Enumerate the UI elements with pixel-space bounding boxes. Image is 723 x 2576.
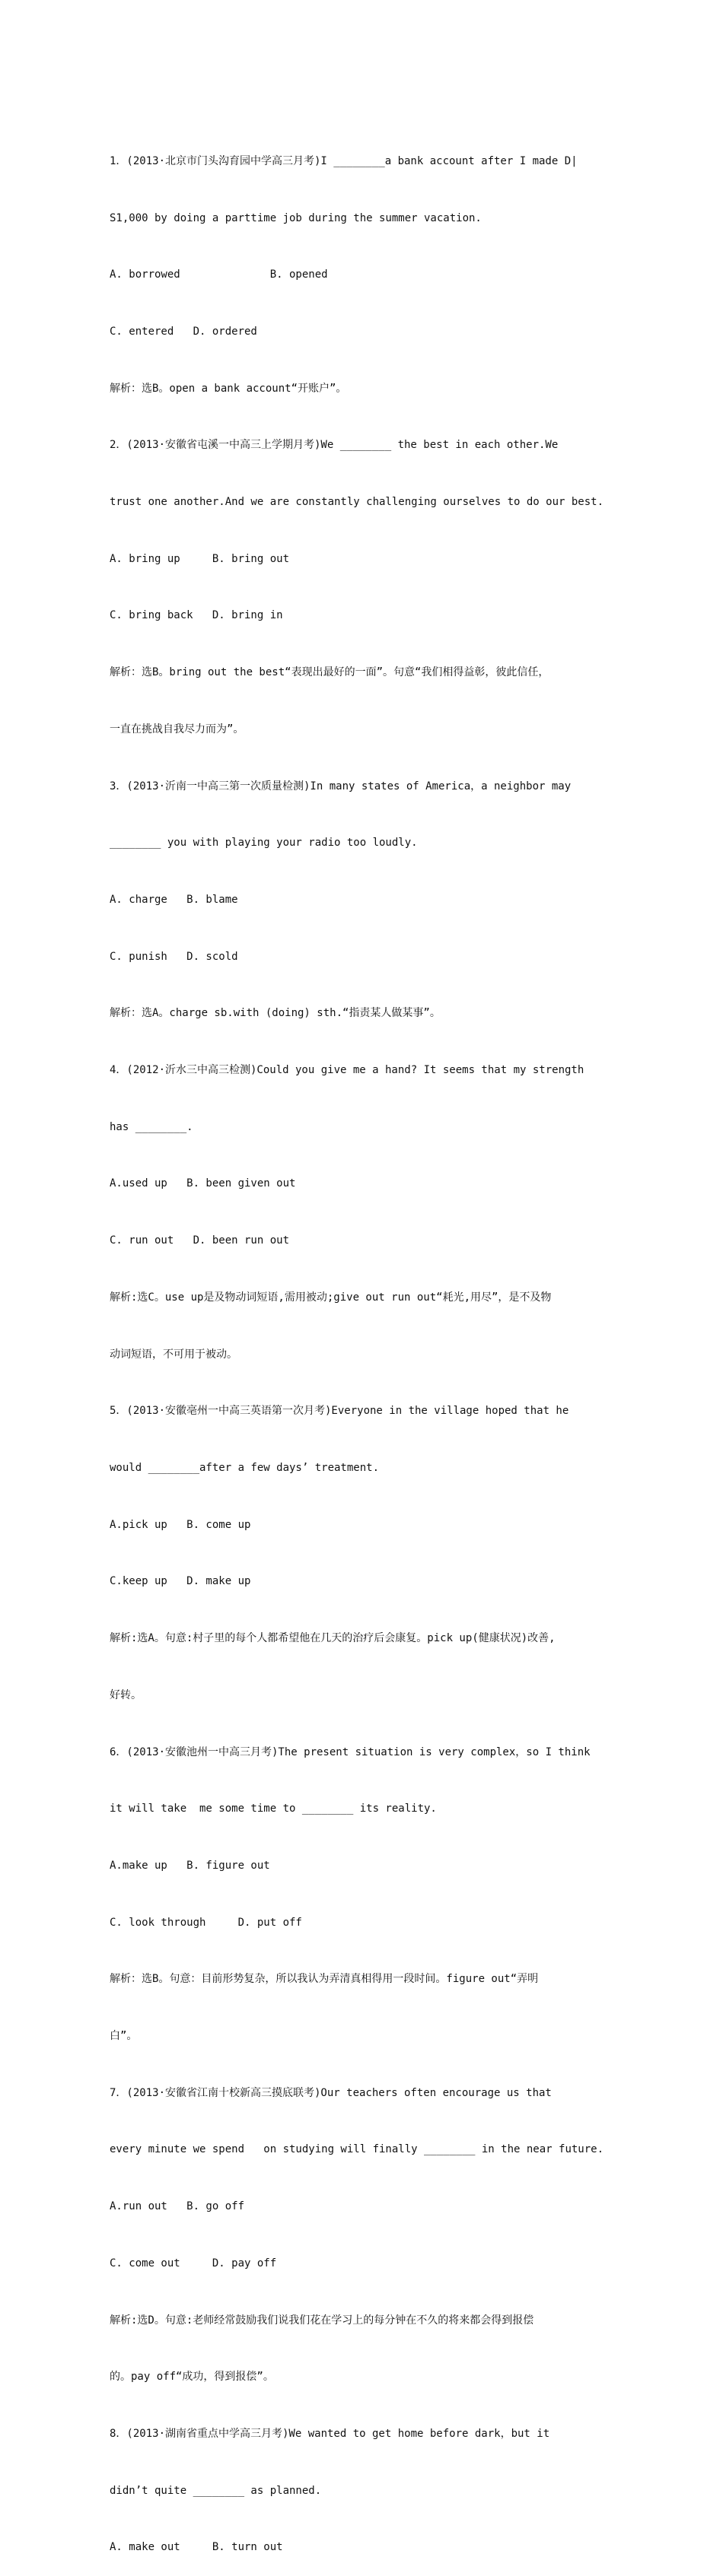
text-line-18: has ________. <box>110 1120 193 1133</box>
text-line-28: 好转。 <box>110 1688 142 1701</box>
text-line-14: A. charge B. blame <box>110 893 238 906</box>
text-line-33: 解析：选B。句意：目前形势复杂，所以我认为弄清真相得用一段时间。figure out“弄明 <box>110 1973 539 1986</box>
text-line-34: 白”。 <box>110 2030 138 2043</box>
text-line-38: C. come out D. pay off <box>110 2257 277 2269</box>
text-line-19: A.used up B. been given out <box>110 1177 296 1190</box>
text-line-20: C. run out D. been run out <box>110 1234 290 1247</box>
text-line-29: 6．(2013·安徽池州一中高三月考)The present situation is very complex，so I think <box>110 1745 591 1758</box>
text-line-35: 7．(2013·安徽省江南十校新高三摸底联考)Our teachers often encourage us that <box>110 2086 552 2099</box>
text-line-36: every minute we spend on studying will finally ________ in the near future. <box>110 2143 604 2156</box>
text-line-4: C. entered D. ordered <box>110 325 257 338</box>
text-line-13: ________ you with playing your radio too loudly. <box>110 837 418 850</box>
text-line-17: 4．(2012·沂水三中高三检测)Could you give me a hand? It seems that my strength <box>110 1064 584 1077</box>
text-line-7: trust one another.And we are constantly challenging ourselves to do our best. <box>110 496 604 509</box>
text-line-39: 解析:选D。句意:老师经常鼓励我们说我们花在学习上的每分钟在不久的将来都会得到报偿 <box>110 2314 534 2327</box>
text-line-24: would ________after a few days’ treatment. <box>110 1461 380 1474</box>
text-line-22: 动词短语，不可用于被动。 <box>110 1348 237 1361</box>
text-line-30: it will take me some time to ________ its reality. <box>110 1803 437 1815</box>
text-line-3: A. borrowed B. opened <box>110 268 328 281</box>
document-body <box>110 114 627 2576</box>
text-line-8: A. bring up B. bring out <box>110 552 290 565</box>
text-line-43: A. make out B. turn out <box>110 2541 283 2554</box>
text-line-41: 8．(2013·湖南省重点中学高三月考)We wanted to get home before dark，but it <box>110 2427 550 2440</box>
text-line-6: 2．(2013·安徽省屯溪一中高三上学期月考)We ________ the best in each other.We <box>110 439 559 452</box>
text-line-40: 的。pay off“成功，得到报偿”。 <box>110 2371 274 2384</box>
text-line-42: didn’t quite ________ as planned. <box>110 2484 322 2497</box>
text-line-21: 解析:选C。use up是及物动词短语,需用被动;give out run out“耗光,用尽”，是不及物 <box>110 1291 552 1304</box>
text-line-2: S1,000 by doing a parttime job during the summer vacation. <box>110 211 482 224</box>
text-line-23: 5．(2013·安徽亳州一中高三英语第一次月考)Everyone in the village hoped that he <box>110 1405 569 1418</box>
text-line-31: A.make up B. figure out <box>110 1859 270 1872</box>
text-line-37: A.run out B. go off <box>110 2200 245 2213</box>
text-line-16: 解析：选A。charge sb.with (doing) sth.“指责某人做某事”。 <box>110 1007 441 1020</box>
text-line-9: C. bring back D. bring in <box>110 609 283 622</box>
text-line-15: C. punish D. scold <box>110 950 238 963</box>
text-line-5: 解析：选B。open a bank account“开账户”。 <box>110 382 347 395</box>
text-line-32: C. look through D. put off <box>110 1916 302 1929</box>
text-line-26: C.keep up D. make up <box>110 1575 251 1588</box>
text-line-25: A.pick up B. come up <box>110 1518 251 1531</box>
text-line-27: 解析:选A。句意:村子里的每个人都希望他在几天的治疗后会康复。pick up(健康状况)改善, <box>110 1632 556 1645</box>
text-line-1: 1．(2013·北京市门头沟育园中学高三月考)I ________a bank account after I made D| <box>110 154 578 167</box>
text-line-11: 一直在挑战自我尽力而为”。 <box>110 723 244 735</box>
text-line-10: 解析：选B。bring out the best“表现出最好的一面”。句意“我们相得益彰，彼此信任， <box>110 666 549 679</box>
text-line-12: 3．(2013·沂南一中高三第一次质量检测)In many states of America，a neighbor may <box>110 780 572 792</box>
